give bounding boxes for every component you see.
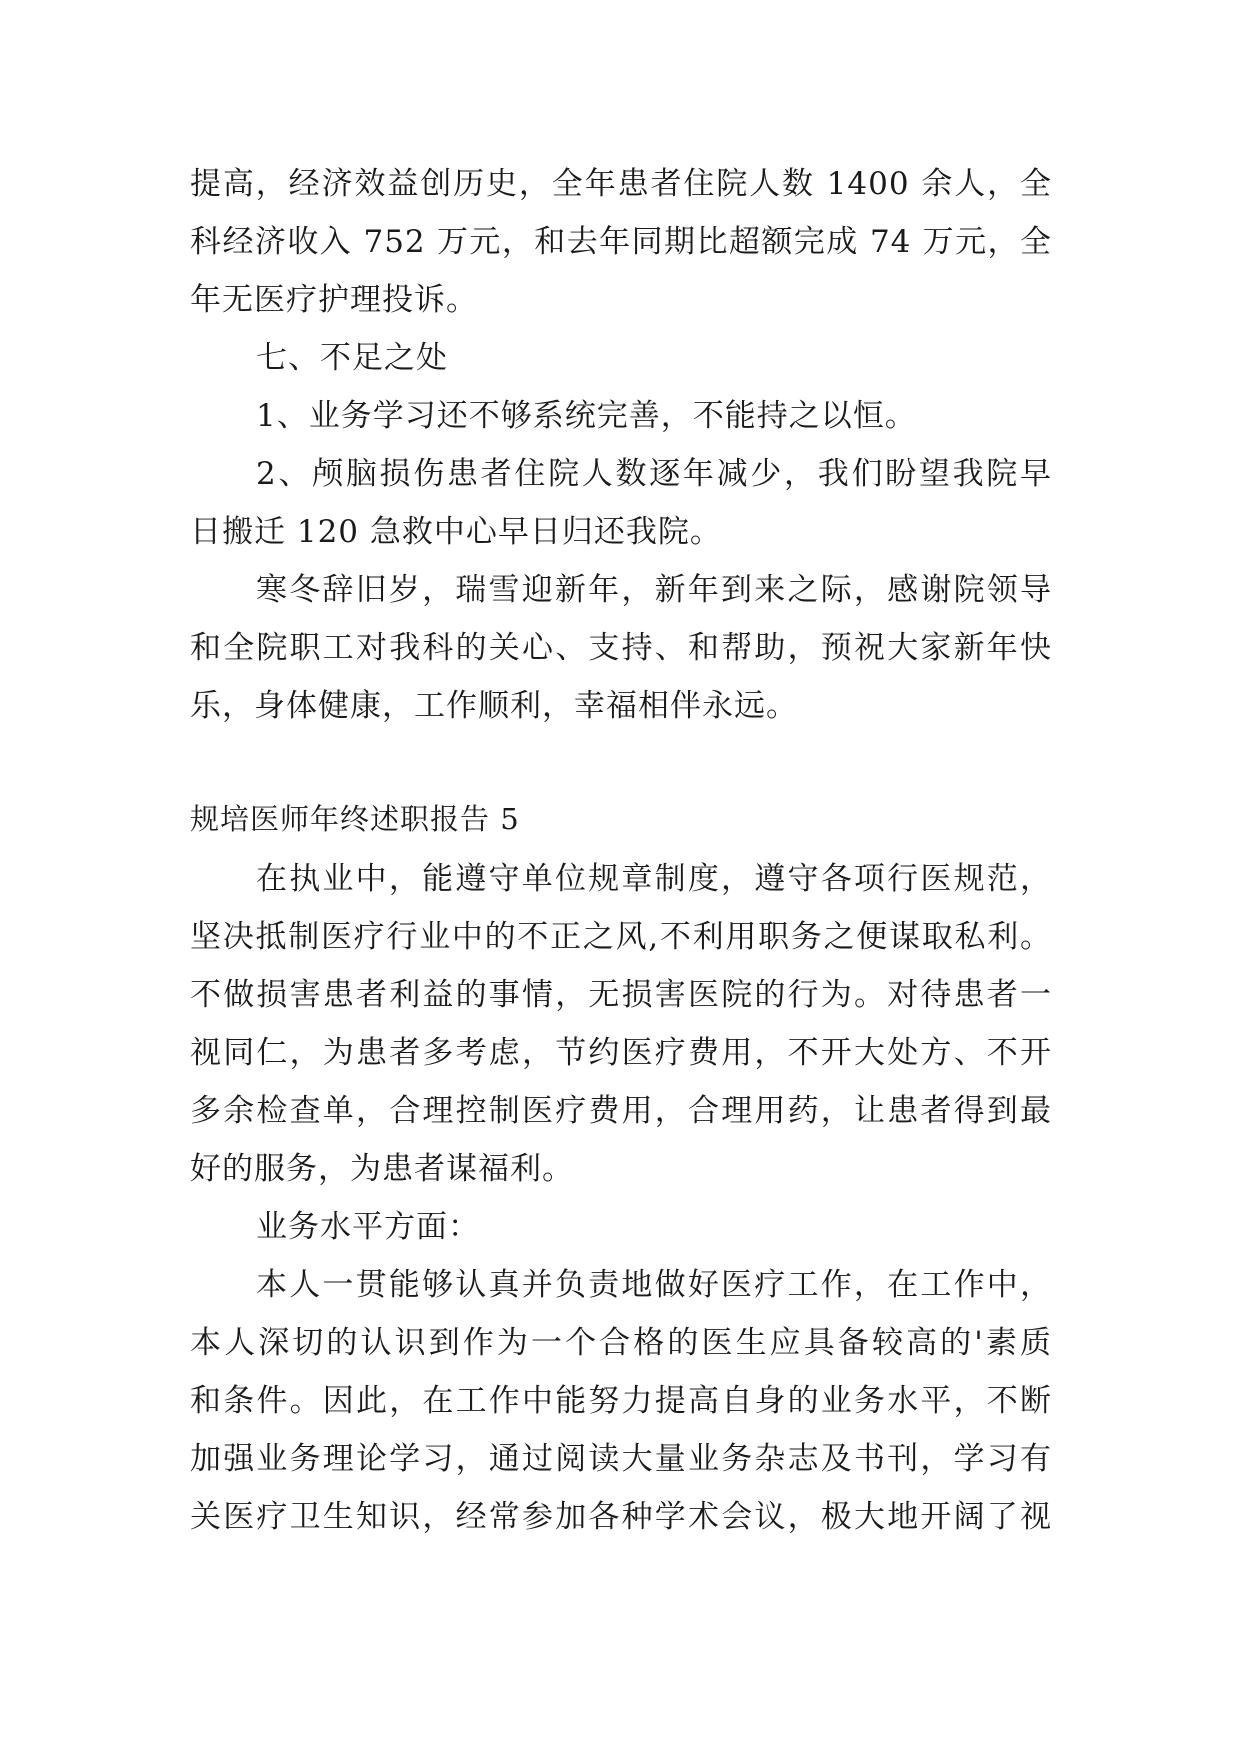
text-line: 在执业中，能遵守单位规章制度，遵守各项行医规范， [256, 861, 1052, 897]
text-line: 提高，经济效益创历史，全年患者住院人数 1400 余人，全 [190, 166, 1052, 202]
text-line: 2、颅脑损伤患者住院人数逐年减少，我们盼望我院早 [256, 456, 1052, 492]
text-line: 坚决抵制医疗行业中的不正之风,不利用职务之便谋取私利。 [190, 919, 1052, 955]
text-line: 加强业务理论学习，通过阅读大量业务杂志及书刊，学习有 [190, 1441, 1052, 1477]
text-line: 本人一贯能够认真并负责地做好医疗工作，在工作中， [256, 1267, 1052, 1303]
text-line: 年无医疗护理投诉。 [190, 282, 478, 318]
text-line: 寒冬辞旧岁，瑞雪迎新年，新年到来之际，感谢院领导 [256, 572, 1052, 608]
report-title: 规培医师年终述职报告 5 [190, 802, 520, 836]
text-line: 不做损害患者利益的事情，无损害医院的行为。对待患者一 [190, 977, 1052, 1013]
section-heading: 业务水平方面： [256, 1209, 480, 1245]
text-line: 本人深切的认识到作为一个合格的医生应具备较高的'素质 [190, 1325, 1052, 1361]
text-line: 好的服务，为患者谋福利。 [190, 1151, 574, 1187]
text-line: 日搬迁 120 急救中心早日归还我院。 [190, 514, 722, 550]
text-line: 乐，身体健康，工作顺利，幸福相伴永远。 [190, 688, 798, 724]
text-line: 视同仁，为患者多考虑，节约医疗费用，不开大处方、不开 [190, 1035, 1052, 1071]
text-line: 1、业务学习还不够系统完善，不能持之以恒。 [256, 398, 917, 434]
text-line: 关医疗卫生知识，经常参加各种学术会议，极大地开阔了视 [190, 1499, 1052, 1535]
section-heading: 七、不足之处 [256, 340, 448, 376]
text-line: 和条件。因此，在工作中能努力提高自身的业务水平，不断 [190, 1383, 1052, 1419]
text-line: 和全院职工对我科的关心、支持、和帮助，预祝大家新年快 [190, 630, 1052, 666]
text-line: 科经济收入 752 万元，和去年同期比超额完成 74 万元，全 [190, 224, 1052, 260]
text-line: 多余检查单，合理控制医疗费用，合理用药，让患者得到最 [190, 1093, 1052, 1129]
